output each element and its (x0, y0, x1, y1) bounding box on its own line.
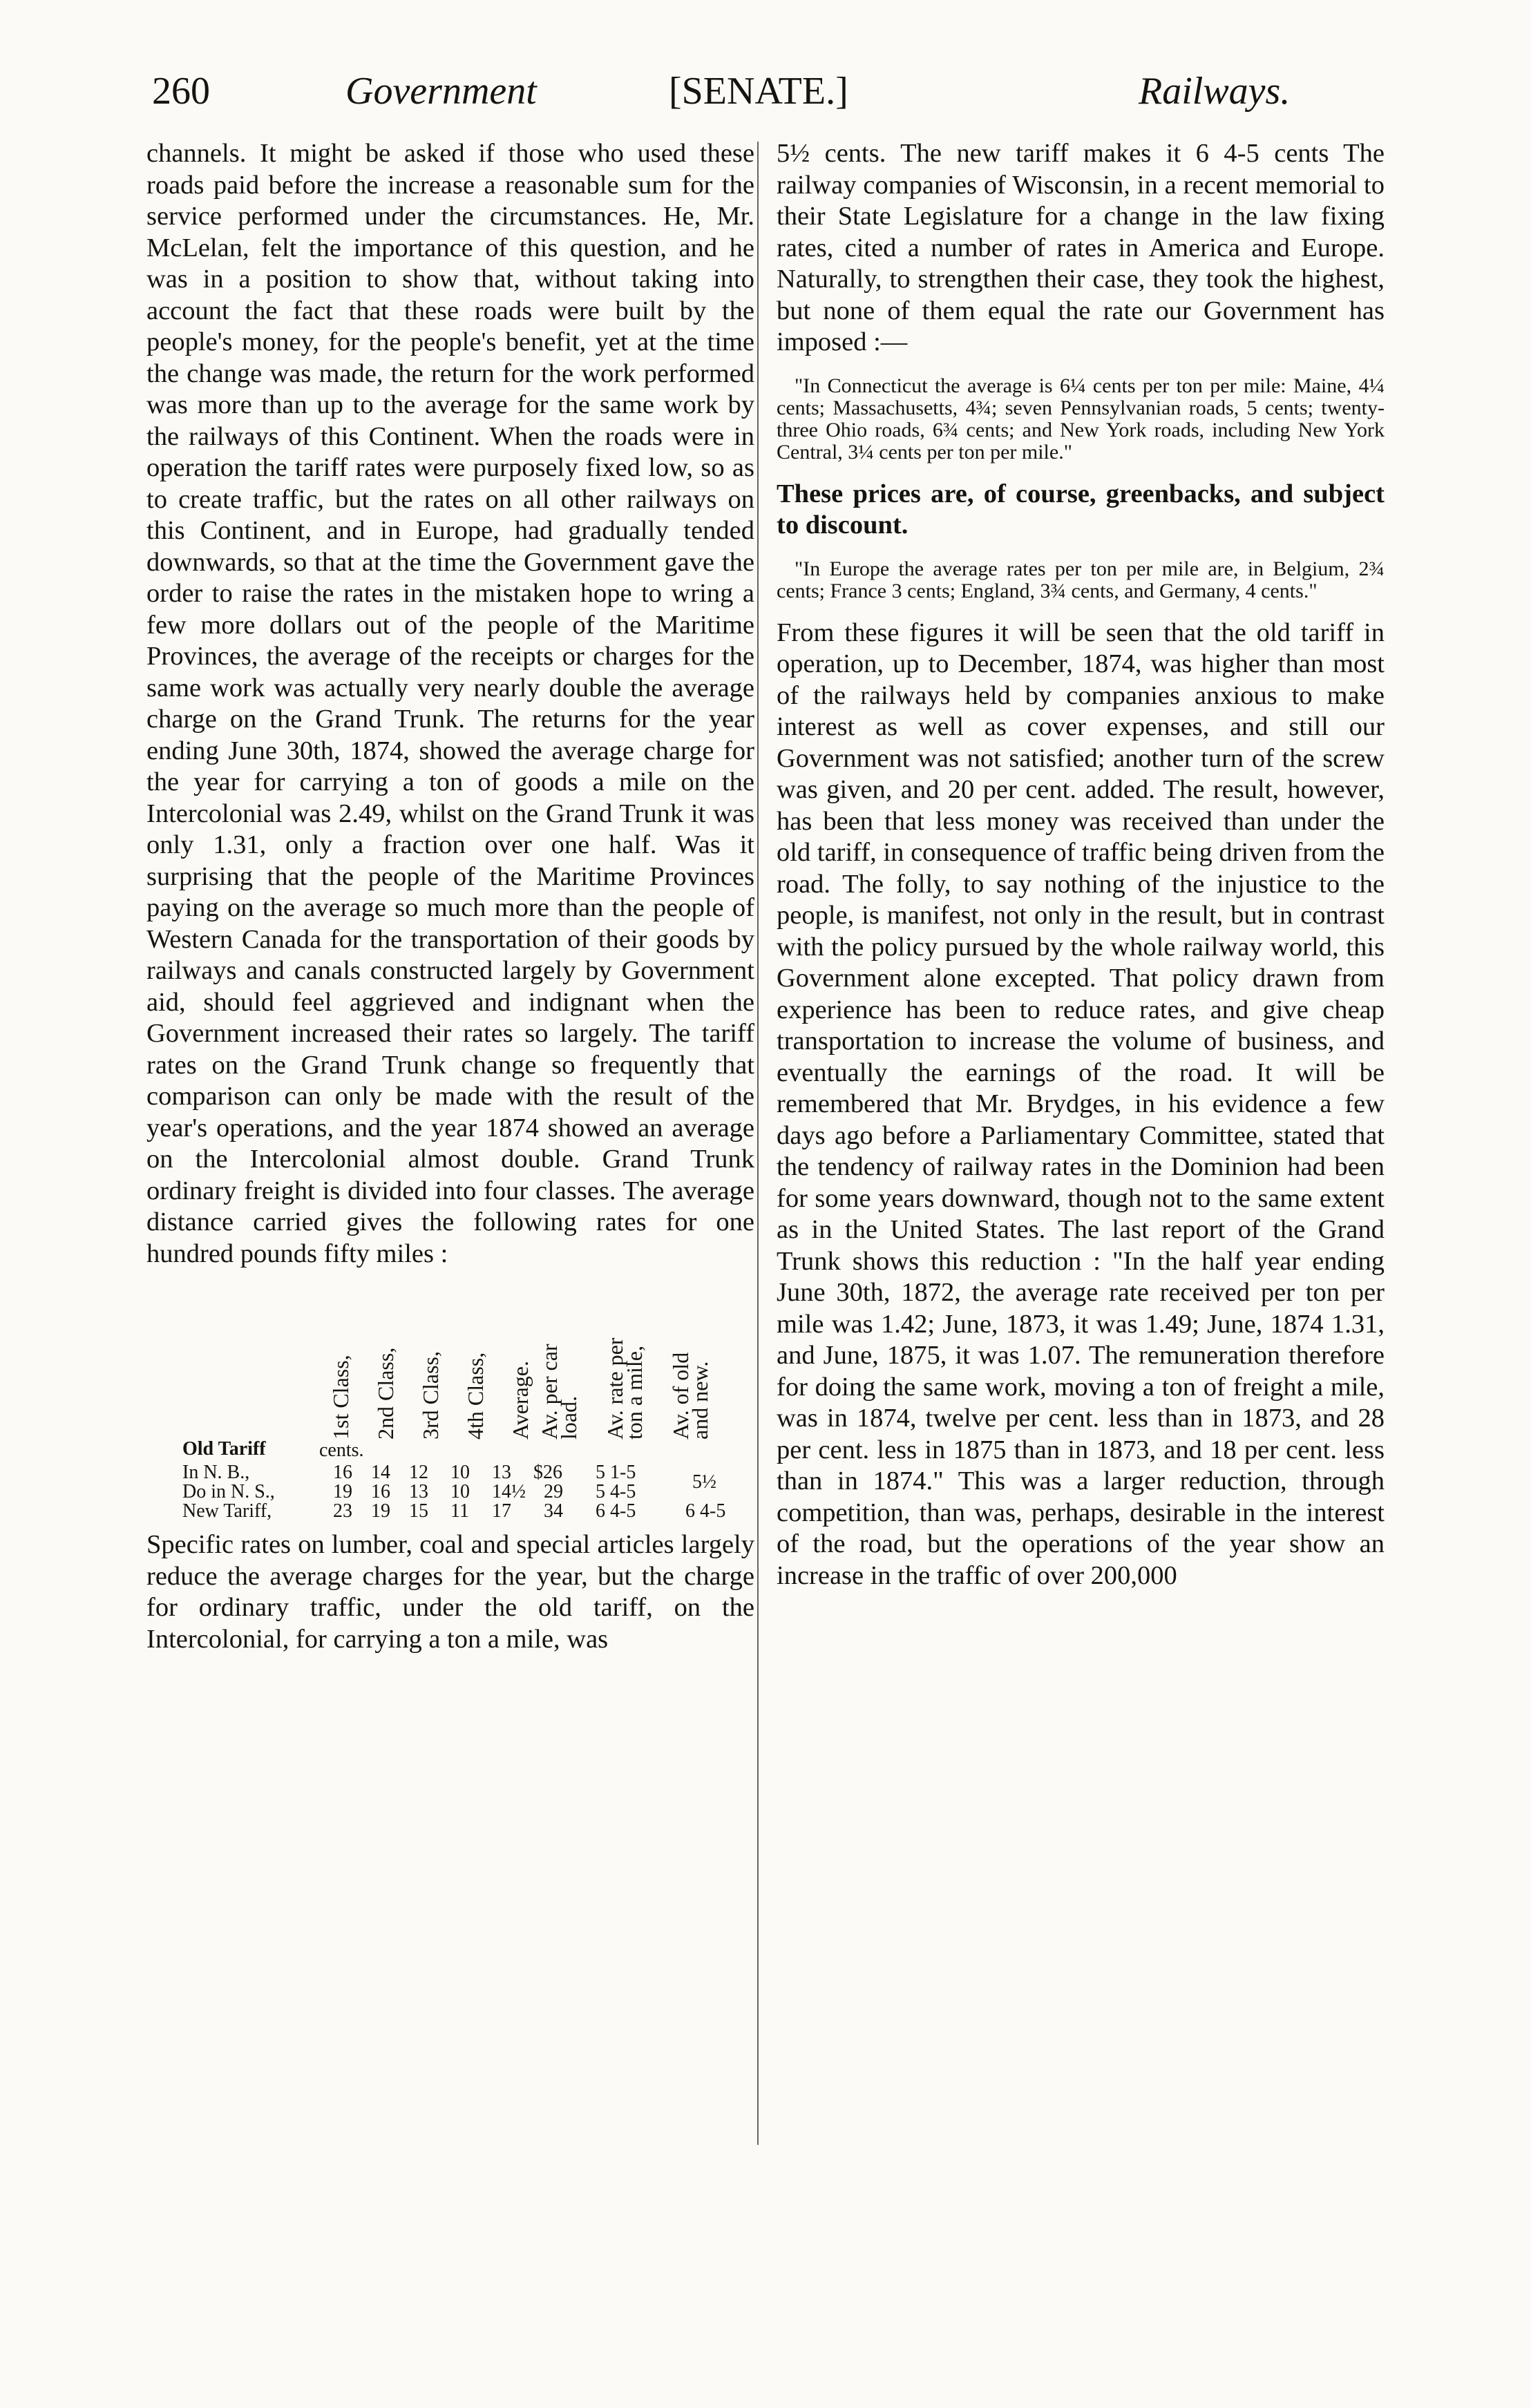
table-cell: 19 (333, 1481, 352, 1502)
row-label: New Tariff, (182, 1500, 272, 1522)
old-tariff-label: Old Tariff (182, 1438, 266, 1460)
header-4th-class: 4th Class, (463, 1352, 488, 1440)
quote-europe: "In Europe the average rates per ton per mile are, in Belgium, 2¾ cents; France 3 cents; England, 3¾ cents, and Germany, 4 cents." (777, 557, 1385, 602)
table-cell: 6 4-5 (596, 1500, 636, 1522)
table-cell: 5 4-5 (596, 1481, 636, 1502)
rates-table-header (146, 1275, 754, 1455)
table-cell: 17 (492, 1500, 511, 1522)
header-3rd-class: 3rd Class, (418, 1351, 443, 1440)
quote-united-states: "In Connecticut the average is 6¼ cents per ton per mile: Maine, 4¼ cents; Massachusetts, 4¾; seven Pennsylvanian roads, 5 cents; twenty-three Ohio roads, 6¾ cents; and New York roads, including New York Central, 3¼ cents per ton per mile." (777, 374, 1385, 464)
header-left-title: Government (345, 70, 537, 113)
table-cell: 10 (450, 1462, 470, 1483)
header-center-title: [SENATE.] (669, 70, 848, 113)
row-label: Do in N. S., (182, 1481, 275, 1502)
rates-table (146, 1275, 754, 1522)
table-cell: 13 (409, 1481, 428, 1502)
header-av-of-old-and-new: Av. of old and new. (668, 1352, 712, 1440)
table-cell: 11 (450, 1500, 469, 1522)
table-cell: 34 (544, 1500, 563, 1522)
table-cell: 14 (371, 1462, 390, 1483)
table-row (146, 1500, 754, 1521)
table-cell: 5 1-5 (596, 1462, 636, 1483)
table-cell: 15 (409, 1500, 428, 1522)
table-cell: 13 (492, 1462, 511, 1483)
right-paragraph-3: From these figures it will be seen that the old tariff in operation, up to December, 1874, was higher than most of the railways held by companies anxious to make interest as well as cover expenses, and still our Government was not satisfied; another turn of the screw was given, and 20 per cent. added. The result, however, has been that less money was received than under the old tariff, in consequence of traffic being driven from the road. The folly, to say nothing of the injustice to the people, is manifest, not only in the result, but in contrast with the policy pursued by the whole railway world, this Government alone excepted. That policy drawn from experience has been to reduce rates, and give cheap transportation to increase the volume of business, and eventually the earnings of the road. It will be remembered that Mr. Brydges, in his evidence a few days ago before a Parliamentary Committee, stated that the tendency of railway rates in the Dominion had been for some years downward, though not to the same extent as in the United States. The last report of the Grand Trunk shows this reduction : "In the half year ending June 30th, 1872, the average rate received per ton per mile was 1.42; June, 1873, it was 1.49; June, 1874 1.31, and June, 1875, it was 1.07. The remuneration therefore for doing the same work, moving a ton of freight a mile, was in 1874, twelve per cent. less than in 1873, and 28 per cent. less in 1875 than in 1873, and 18 per cent. less than in 1874." This was a larger reduction, through competition, than was, perhaps, desirable in the interest of the road, but the operations of the year show an increase in the traffic of over 200,000 (777, 618, 1385, 1590)
right-column (777, 138, 1385, 1592)
table-cell: 10 (450, 1481, 470, 1502)
left-paragraph-2: Specific rates on lumber, coal and special articles largely reduce the average charges for the year, but the charge for ordinary traffic, under the old tariff, on the Intercolonial, for carrying a ton a mile, was (146, 1530, 754, 1654)
running-header (0, 69, 1531, 124)
units-note: cents. (319, 1440, 364, 1461)
header-1st-class: 1st Class, (328, 1355, 353, 1440)
table-cell: 29 (544, 1481, 563, 1502)
table-cell: 19 (371, 1500, 390, 1522)
header-right-title: Railways. (1139, 70, 1291, 113)
header-av-rate-per-ton-mile: Av. rate per ton a mile, (602, 1337, 647, 1440)
header-average: Average. (508, 1361, 533, 1440)
right-paragraph-1: 5½ cents. The new tariff makes it 6 4-5 cents The railway companies of Wisconsin, in a recent memorial to their State Legislature for a change in the law fixing rates, cited a number of rates in America and Europe. Naturally, to strengthen their case, they took the highest, but none of them equal the rate our Government has imposed :— (777, 139, 1385, 356)
left-paragraph-1: channels. It might be asked if those who used these roads paid before the increase a reasonable sum for the service performed under the circumstances. He, Mr. McLelan, felt the importance of this question, and he was in a position to show that, without taking into account the fact that these roads were built by the people's money, for the people's benefit, yet at the time the change was made, the return for the work performed was more than up to the average for the same work by the railways of this Continent. When the roads were in operation the tariff rates were purposely fixed low, so as to create traffic, but the rates on all other railways on this Continent, and in Europe, had gradually tended downwards, so that at the time the Government gave the order to raise the rates in the mistaken hope to wring a few more dollars out of the people of the Maritime Provinces, the average of the receipts or charges for the same work was actually very nearly double the average charge on the Grand Trunk. The returns for the year ending June 30th, 1874, showed the average charge for the year for carrying a ton of goods a mile on the Intercolonial was 2.49, whilst on the Grand Trunk it was only 1.31, only a fraction over one half. Was it surprising that the people of the Maritime Provinces paying on the average so much more than the people of Western Canada for the transportation of their goods by railways and canals constructed largely by Government aid, should feel aggrieved and indignant when the Government increased their rates so largely. The tariff rates on the Grand Trunk change so frequently that comparison can only be made with the result of the year's operations, and the year 1874 showed an average on the Intercolonial almost double. Grand Trunk ordinary freight is divided into four classes. The average distance carried gives the following rates for one hundred pounds fifty miles : (146, 139, 754, 1268)
left-column (146, 138, 754, 1655)
right-paragraph-2: These prices are, of course, greenbacks, and subject to discount. (777, 479, 1385, 539)
table-cell: 23 (333, 1500, 352, 1522)
column-divider (757, 142, 759, 2145)
table-cell: 14½ (492, 1481, 526, 1502)
header-2nd-class: 2nd Class, (373, 1347, 398, 1440)
row-label: In N. B., (182, 1462, 250, 1483)
page-number: 260 (152, 70, 210, 113)
header-av-per-car-load: Av. per car load. (537, 1344, 581, 1440)
table-row (146, 1481, 754, 1502)
table-cell: 12 (409, 1462, 428, 1483)
table-cell: 5½ (692, 1471, 716, 1493)
table-cell: 6 4-5 (685, 1500, 726, 1522)
table-cell: 16 (371, 1481, 390, 1502)
table-cell: $26 (533, 1462, 562, 1483)
table-cell: 16 (333, 1462, 352, 1483)
